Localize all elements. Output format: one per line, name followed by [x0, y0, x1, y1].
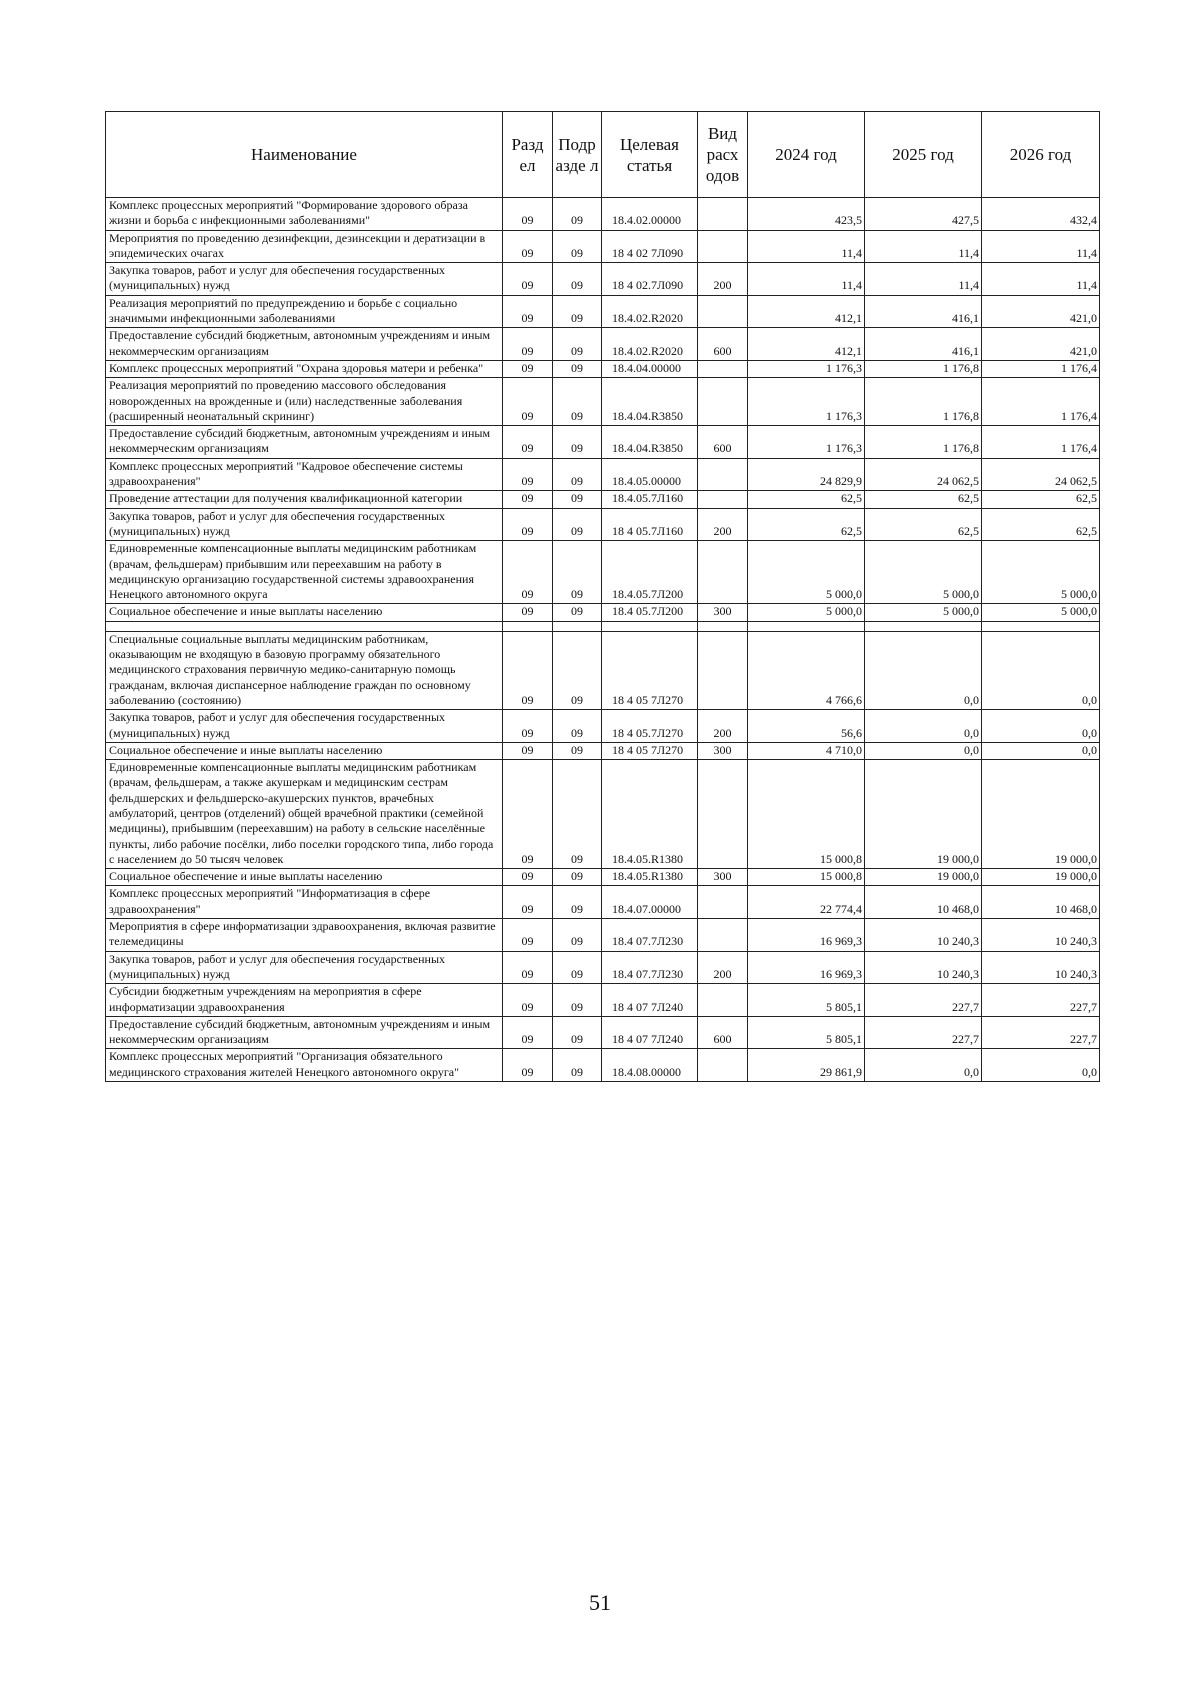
cell-target: 18.4.05.7Л200	[602, 541, 698, 604]
cell-2025: 11,4	[865, 263, 982, 296]
cell-target: 18 4 07 7Л240	[602, 1016, 698, 1049]
cell-2024: 56,6	[748, 710, 865, 743]
cell-expense-type	[698, 1049, 748, 1082]
cell-section: 09	[503, 378, 553, 426]
cell-2025: 5 000,0	[865, 604, 982, 621]
gap-cell	[982, 621, 1100, 631]
gap-cell	[503, 621, 553, 631]
cell-2024: 62,5	[748, 508, 865, 541]
cell-2025: 0,0	[865, 710, 982, 743]
cell-2025: 0,0	[865, 631, 982, 709]
table-row	[106, 198, 1100, 231]
table-row	[106, 742, 1100, 759]
cell-2026: 10 240,3	[982, 919, 1100, 952]
cell-subsection: 09	[553, 541, 602, 604]
cell-2026: 11,4	[982, 263, 1100, 296]
cell-2025: 24 062,5	[865, 458, 982, 491]
cell-target: 18 4 02.7Л090	[602, 263, 698, 296]
cell-expense-type: 300	[698, 742, 748, 759]
cell-2026: 432,4	[982, 198, 1100, 231]
cell-2026: 62,5	[982, 508, 1100, 541]
cell-2025: 19 000,0	[865, 760, 982, 869]
cell-target: 18 4 05.7Л270	[602, 710, 698, 743]
table-row	[106, 378, 1100, 426]
table-header-row	[106, 112, 1100, 198]
cell-2026: 11,4	[982, 230, 1100, 263]
table-row	[106, 230, 1100, 263]
cell-2026: 62,5	[982, 491, 1100, 508]
cell-section: 09	[503, 604, 553, 621]
cell-expense-type	[698, 984, 748, 1017]
cell-target: 18.4 07.7Л230	[602, 951, 698, 984]
cell-section: 09	[503, 426, 553, 459]
cell-2024: 11,4	[748, 263, 865, 296]
cell-2025: 416,1	[865, 295, 982, 328]
cell-name: Социальное обеспечение и иные выплаты населению	[106, 742, 503, 759]
cell-expense-type	[698, 198, 748, 231]
cell-expense-type: 300	[698, 869, 748, 886]
cell-subsection: 09	[553, 378, 602, 426]
cell-target: 18.4 07.7Л230	[602, 919, 698, 952]
cell-name: Закупка товаров, работ и услуг для обеспечения государственных (муниципальных) нужд	[106, 710, 503, 743]
gap-cell	[748, 621, 865, 631]
cell-section: 09	[503, 742, 553, 759]
cell-2024: 4 710,0	[748, 742, 865, 759]
cell-expense-type: 200	[698, 263, 748, 296]
cell-2024: 16 969,3	[748, 919, 865, 952]
cell-target: 18.4.02.R2020	[602, 328, 698, 361]
cell-section: 09	[503, 760, 553, 869]
header-subsection: Подр азде л	[553, 112, 602, 198]
cell-target: 18 4 02 7Л090	[602, 230, 698, 263]
table-row	[106, 458, 1100, 491]
cell-target: 18.4.05.R1380	[602, 760, 698, 869]
cell-subsection: 09	[553, 604, 602, 621]
cell-expense-type: 300	[698, 604, 748, 621]
cell-section: 09	[503, 295, 553, 328]
table-row	[106, 984, 1100, 1017]
row-gap	[106, 621, 1100, 631]
table-row	[106, 1049, 1100, 1082]
cell-2024: 22 774,4	[748, 886, 865, 919]
cell-subsection: 09	[553, 710, 602, 743]
cell-2024: 15 000,8	[748, 869, 865, 886]
cell-2025: 227,7	[865, 1016, 982, 1049]
cell-2024: 1 176,3	[748, 378, 865, 426]
cell-name: Мероприятия в сфере информатизации здравоохранения, включая развитие телемедицины	[106, 919, 503, 952]
cell-2026: 0,0	[982, 710, 1100, 743]
cell-2024: 5 805,1	[748, 984, 865, 1017]
cell-section: 09	[503, 951, 553, 984]
cell-2025: 1 176,8	[865, 360, 982, 377]
cell-target: 18.4.02.R2020	[602, 295, 698, 328]
cell-2024: 412,1	[748, 295, 865, 328]
cell-name: Специальные социальные выплаты медицинским работникам, оказывающим не входящую в базовую программу обязательного медицинского страхования первичную медико-санитарную помощь гражданам, включая диспансерное наблюдение граждан по основному заболеванию (состоянию)	[106, 631, 503, 709]
cell-2024: 4 766,6	[748, 631, 865, 709]
cell-target: 18 4 07 7Л240	[602, 984, 698, 1017]
cell-expense-type	[698, 360, 748, 377]
cell-subsection: 09	[553, 1016, 602, 1049]
cell-name: Закупка товаров, работ и услуг для обеспечения государственных (муниципальных) нужд	[106, 951, 503, 984]
cell-target: 18 4 05 7Л270	[602, 631, 698, 709]
cell-subsection: 09	[553, 742, 602, 759]
cell-expense-type	[698, 378, 748, 426]
cell-2024: 29 861,9	[748, 1049, 865, 1082]
cell-2026: 1 176,4	[982, 360, 1100, 377]
cell-expense-type	[698, 491, 748, 508]
header-2026: 2026 год	[982, 112, 1100, 198]
table-row	[106, 951, 1100, 984]
table-row	[106, 360, 1100, 377]
cell-section: 09	[503, 886, 553, 919]
header-2024: 2024 год	[748, 112, 865, 198]
cell-2024: 15 000,8	[748, 760, 865, 869]
cell-name: Комплекс процессных мероприятий "Информатизация в сфере здравоохранения"	[106, 886, 503, 919]
cell-name: Закупка товаров, работ и услуг для обеспечения государственных (муниципальных) нужд	[106, 508, 503, 541]
cell-expense-type	[698, 760, 748, 869]
cell-subsection: 09	[553, 295, 602, 328]
cell-2024: 16 969,3	[748, 951, 865, 984]
table-row	[106, 426, 1100, 459]
cell-2025: 0,0	[865, 742, 982, 759]
cell-name: Закупка товаров, работ и услуг для обеспечения государственных (муниципальных) нужд	[106, 263, 503, 296]
table-row	[106, 760, 1100, 869]
cell-target: 18.4.04.R3850	[602, 426, 698, 459]
cell-2026: 0,0	[982, 742, 1100, 759]
cell-2025: 227,7	[865, 984, 982, 1017]
cell-subsection: 09	[553, 631, 602, 709]
cell-subsection: 09	[553, 426, 602, 459]
cell-subsection: 09	[553, 458, 602, 491]
cell-2024: 62,5	[748, 491, 865, 508]
cell-section: 09	[503, 1049, 553, 1082]
cell-subsection: 09	[553, 760, 602, 869]
table-body	[106, 198, 1100, 1082]
cell-target: 18 4 05 7Л270	[602, 742, 698, 759]
cell-section: 09	[503, 263, 553, 296]
cell-target: 18.4.07.00000	[602, 886, 698, 919]
cell-expense-type: 200	[698, 951, 748, 984]
cell-subsection: 09	[553, 919, 602, 952]
cell-2025: 10 240,3	[865, 951, 982, 984]
cell-2025: 62,5	[865, 508, 982, 541]
cell-expense-type	[698, 631, 748, 709]
cell-subsection: 09	[553, 1049, 602, 1082]
cell-target: 18.4 05.7Л200	[602, 604, 698, 621]
table-row	[106, 295, 1100, 328]
table-row	[106, 541, 1100, 604]
cell-name: Субсидии бюджетным учреждениям на мероприятия в сфере информатизации здравоохранения	[106, 984, 503, 1017]
cell-2025: 11,4	[865, 230, 982, 263]
cell-section: 09	[503, 541, 553, 604]
cell-section: 09	[503, 360, 553, 377]
cell-expense-type	[698, 295, 748, 328]
table-row	[106, 710, 1100, 743]
budget-table	[105, 111, 1100, 1082]
cell-section: 09	[503, 458, 553, 491]
cell-name: Единовременные компенсационные выплаты медицинским работникам (врачам, фельдшерам, а также акушеркам и медицинским сестрам фельдшерских и фельдшерско-акушерских пунктов, врачебных амбулаторий, центров (отделений) общей врачебной практики (семейной медицины), прибывшим (переехавшим) на работу в сельские населённые пункты, либо рабочие посёлки, либо поселки городского типа, либо города с населением до 50 тысяч человек	[106, 760, 503, 869]
cell-2024: 1 176,3	[748, 426, 865, 459]
cell-name: Проведение аттестации для получения квалификационной категории	[106, 491, 503, 508]
cell-2025: 5 000,0	[865, 541, 982, 604]
cell-section: 09	[503, 710, 553, 743]
cell-2026: 10 240,3	[982, 951, 1100, 984]
cell-expense-type	[698, 919, 748, 952]
cell-expense-type: 600	[698, 1016, 748, 1049]
cell-name: Мероприятия по проведению дезинфекции, дезинсекции и дератизации в эпидемических очагах	[106, 230, 503, 263]
cell-name: Предоставление субсидий бюджетным, автономным учреждениям и иным некоммерческим организациям	[106, 426, 503, 459]
page-number: 51	[589, 1590, 611, 1615]
cell-2025: 416,1	[865, 328, 982, 361]
cell-name: Комплекс процессных мероприятий "Кадровое обеспечение системы здравоохранения"	[106, 458, 503, 491]
cell-2026: 5 000,0	[982, 541, 1100, 604]
header-target: Целевая статья	[602, 112, 698, 198]
gap-cell	[698, 621, 748, 631]
cell-2026: 421,0	[982, 328, 1100, 361]
table-row	[106, 631, 1100, 709]
cell-expense-type	[698, 230, 748, 263]
cell-section: 09	[503, 198, 553, 231]
cell-expense-type	[698, 886, 748, 919]
cell-name: Предоставление субсидий бюджетным, автономным учреждениям и иным некоммерческим организациям	[106, 328, 503, 361]
cell-name: Комплекс процессных мероприятий "Организация обязательного медицинского страхования жителей Ненецкого автономного округа"	[106, 1049, 503, 1082]
header-section: Разд ел	[503, 112, 553, 198]
cell-2026: 1 176,4	[982, 378, 1100, 426]
cell-2025: 62,5	[865, 491, 982, 508]
table-row	[106, 263, 1100, 296]
cell-2025: 0,0	[865, 1049, 982, 1082]
cell-subsection: 09	[553, 886, 602, 919]
header-2025: 2025 год	[865, 112, 982, 198]
cell-section: 09	[503, 1016, 553, 1049]
cell-subsection: 09	[553, 951, 602, 984]
cell-subsection: 09	[553, 198, 602, 231]
cell-target: 18.4.04.00000	[602, 360, 698, 377]
cell-2026: 10 468,0	[982, 886, 1100, 919]
cell-2026: 5 000,0	[982, 604, 1100, 621]
cell-name: Социальное обеспечение и иные выплаты населению	[106, 869, 503, 886]
table-row	[106, 508, 1100, 541]
cell-2026: 0,0	[982, 631, 1100, 709]
cell-2024: 423,5	[748, 198, 865, 231]
cell-2025: 427,5	[865, 198, 982, 231]
cell-name: Реализация мероприятий по проведению массового обследования новорожденных на врожденные и (или) наследственные заболевания (расширенный неонатальный скрининг)	[106, 378, 503, 426]
cell-subsection: 09	[553, 869, 602, 886]
table-row	[106, 328, 1100, 361]
cell-2026: 227,7	[982, 984, 1100, 1017]
cell-target: 18 4 05.7Л160	[602, 508, 698, 541]
cell-2025: 1 176,8	[865, 426, 982, 459]
cell-name: Реализация мероприятий по предупреждению и борьбе с социально значимыми инфекционными заболеваниями	[106, 295, 503, 328]
cell-2026: 227,7	[982, 1016, 1100, 1049]
cell-name: Комплекс процессных мероприятий "Охрана здоровья матери и ребенка"	[106, 360, 503, 377]
cell-section: 09	[503, 491, 553, 508]
cell-section: 09	[503, 631, 553, 709]
header-expense-type: Вид расх одов	[698, 112, 748, 198]
cell-expense-type	[698, 541, 748, 604]
cell-section: 09	[503, 508, 553, 541]
cell-target: 18.4.02.00000	[602, 198, 698, 231]
cell-target: 18.4.05.00000	[602, 458, 698, 491]
gap-cell	[553, 621, 602, 631]
cell-subsection: 09	[553, 508, 602, 541]
cell-name: Социальное обеспечение и иные выплаты населению	[106, 604, 503, 621]
table-row	[106, 869, 1100, 886]
cell-2026: 24 062,5	[982, 458, 1100, 491]
cell-name: Комплекс процессных мероприятий "Формирование здорового образа жизни и борьба с инфекционными заболеваниями"	[106, 198, 503, 231]
cell-2024: 11,4	[748, 230, 865, 263]
cell-target: 18.4.05.R1380	[602, 869, 698, 886]
table-row	[106, 1016, 1100, 1049]
cell-2024: 24 829,9	[748, 458, 865, 491]
gap-cell	[865, 621, 982, 631]
gap-cell	[602, 621, 698, 631]
cell-2025: 10 468,0	[865, 886, 982, 919]
cell-2024: 5 000,0	[748, 604, 865, 621]
cell-2025: 1 176,8	[865, 378, 982, 426]
cell-2026: 19 000,0	[982, 869, 1100, 886]
table-row	[106, 604, 1100, 621]
cell-section: 09	[503, 984, 553, 1017]
cell-2024: 5 805,1	[748, 1016, 865, 1049]
cell-target: 18.4.08.00000	[602, 1049, 698, 1082]
cell-section: 09	[503, 230, 553, 263]
cell-2026: 1 176,4	[982, 426, 1100, 459]
table-row	[106, 491, 1100, 508]
cell-2024: 1 176,3	[748, 360, 865, 377]
cell-2024: 5 000,0	[748, 541, 865, 604]
cell-name: Предоставление субсидий бюджетным, автономным учреждениям и иным некоммерческим организациям	[106, 1016, 503, 1049]
table-row	[106, 886, 1100, 919]
cell-section: 09	[503, 869, 553, 886]
cell-expense-type: 200	[698, 508, 748, 541]
cell-2025: 10 240,3	[865, 919, 982, 952]
cell-target: 18.4.04.R3850	[602, 378, 698, 426]
gap-cell	[106, 621, 503, 631]
cell-name: Единовременные компенсационные выплаты медицинским работникам (врачам, фельдшерам) прибывшим или переехавшим на работу в медицинскую организацию государственной системы здравоохранения Ненецкого автономного округа	[106, 541, 503, 604]
cell-subsection: 09	[553, 263, 602, 296]
cell-subsection: 09	[553, 984, 602, 1017]
cell-2025: 19 000,0	[865, 869, 982, 886]
cell-expense-type	[698, 458, 748, 491]
cell-2026: 421,0	[982, 295, 1100, 328]
cell-subsection: 09	[553, 230, 602, 263]
cell-expense-type: 200	[698, 710, 748, 743]
cell-2026: 19 000,0	[982, 760, 1100, 869]
cell-expense-type: 600	[698, 328, 748, 361]
table-row	[106, 919, 1100, 952]
cell-section: 09	[503, 919, 553, 952]
cell-subsection: 09	[553, 360, 602, 377]
cell-2024: 412,1	[748, 328, 865, 361]
cell-subsection: 09	[553, 491, 602, 508]
cell-expense-type: 600	[698, 426, 748, 459]
cell-target: 18.4.05.7Л160	[602, 491, 698, 508]
header-name: Наименование	[106, 112, 503, 198]
cell-subsection: 09	[553, 328, 602, 361]
cell-section: 09	[503, 328, 553, 361]
cell-2026: 0,0	[982, 1049, 1100, 1082]
